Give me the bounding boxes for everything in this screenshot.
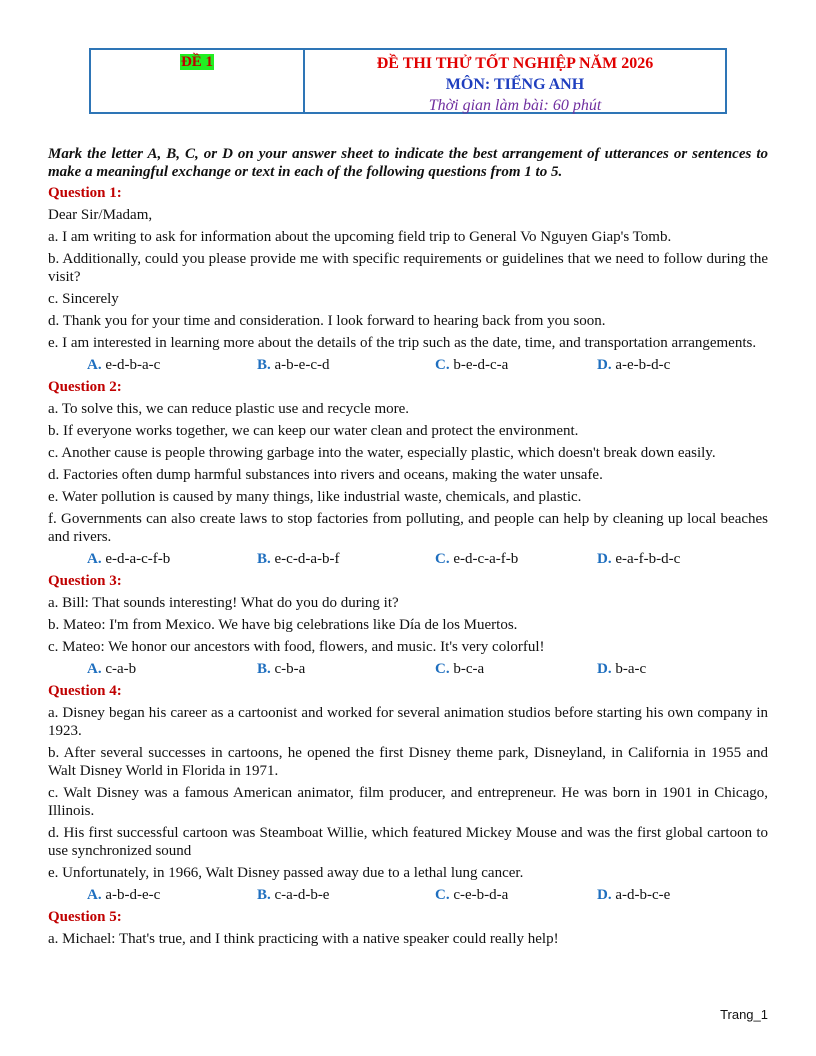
option-letter: C. [435,551,450,567]
exam-subject: MÔN: TIẾNG ANH [445,76,585,93]
option-letter: C. [435,357,450,373]
instructions: Mark the letter A, B, C, or D on your answer sheet to indicate the best arrangement of utterances or sentences to make a meaningful exchange or text in each of the following questions from 1 to 5. [48,146,768,180]
option-letter: B. [257,551,271,567]
option-letter: B. [257,887,271,903]
option-a[interactable] [87,550,257,568]
option-letter: A. [87,887,102,903]
question-2 [48,378,768,568]
option-text: b-a-c [615,661,647,677]
question-line: e. Water pollution is caused by many things, like industrial waste, chemicals, and plastic. [48,489,582,505]
option-d[interactable] [597,356,767,374]
exam-header-table [89,48,727,114]
question-line: b. Additionally, could you please provide me with specific requirements or guidelines that we need to follow during the visit? [48,251,768,285]
question-4 [48,682,768,904]
option-text: b-e-d-c-a [453,357,509,373]
option-text: e-d-b-a-c [105,357,161,373]
question-line: a. Michael: That's true, and I think practicing with a native speaker could really help! [48,931,559,947]
question-line: e. I am interested in learning more about the details of the trip such as the date, time, and transportation arrangements. [48,335,757,351]
option-letter: C. [435,887,450,903]
option-b[interactable] [257,356,435,374]
page-number: Trang_1 [720,1007,768,1022]
option-text: b-c-a [453,661,485,677]
exam-time: Thời gian làm bài: 60 phút [428,97,602,114]
question-line: c. Walt Disney was a famous American animator, film producer, and entrepreneur. He was born in 1901 in Chicago, Illinois. [48,785,768,819]
exam-code-cell [91,50,305,112]
question-line: c. Sincerely [48,291,119,307]
option-d[interactable] [597,886,767,904]
option-text: c-e-b-d-a [453,887,509,903]
option-text: a-b-e-c-d [274,357,330,373]
answer-options [48,550,768,568]
option-letter: A. [87,551,102,567]
option-b[interactable] [257,550,435,568]
question-line: a. Disney began his career as a cartoonist and worked for several animation studios before starting his own company in 1923. [48,705,768,739]
exam-code: ĐỀ 1 [180,54,214,70]
option-letter: A. [87,661,102,677]
question-title: Question 2: [48,379,122,395]
option-letter: D. [597,551,612,567]
option-a[interactable] [87,660,257,678]
exam-title: ĐỀ THI THỬ TỐT NGHIỆP NĂM 2026 [376,55,654,72]
option-a[interactable] [87,356,257,374]
exam-info-cell [305,50,725,112]
question-1 [48,184,768,374]
option-d[interactable] [597,550,767,568]
option-text: e-a-f-b-d-c [615,551,681,567]
question-title: Question 4: [48,683,122,699]
question-line: d. His first successful cartoon was Steamboat Willie, which featured Mickey Mouse and was the first global cartoon to use synchronized sound [48,825,768,859]
option-a[interactable] [87,886,257,904]
question-line: Dear Sir/Madam, [48,207,153,223]
question-line: b. After several successes in cartoons, he opened the first Disney theme park, Disneyland, in California in 1955 and Walt Disney World in Florida in 1971. [48,745,768,779]
question-5 [48,908,768,948]
question-line: c. Another cause is people throwing garbage into the water, especially plastic, which doesn't break down easily. [48,445,716,461]
question-title: Question 1: [48,185,122,201]
answer-options [48,660,768,678]
option-text: a-e-b-d-c [615,357,671,373]
option-b[interactable] [257,886,435,904]
option-c[interactable] [435,886,597,904]
option-c[interactable] [435,550,597,568]
question-line: f. Governments can also create laws to stop factories from polluting, and people can help by cleaning up local beaches and rivers. [48,511,768,545]
option-letter: B. [257,661,271,677]
option-text: e-d-a-c-f-b [105,551,171,567]
question-line: b. If everyone works together, we can keep our water clean and protect the environment. [48,423,579,439]
question-line: d. Factories often dump harmful substances into rivers and oceans, making the water unsafe. [48,467,603,483]
question-3 [48,572,768,678]
option-letter: D. [597,661,612,677]
option-letter: A. [87,357,102,373]
option-d[interactable] [597,660,767,678]
question-line: a. Bill: That sounds interesting! What do you do during it? [48,595,399,611]
option-c[interactable] [435,660,597,678]
question-line: c. Mateo: We honor our ancestors with food, flowers, and music. It's very colorful! [48,639,545,655]
exam-content [48,145,768,952]
question-line: a. To solve this, we can reduce plastic use and recycle more. [48,401,410,417]
option-b[interactable] [257,660,435,678]
option-text: c-a-b [105,661,137,677]
question-title: Question 3: [48,573,122,589]
option-text: a-d-b-c-e [615,887,671,903]
option-text: e-c-d-a-b-f [274,551,340,567]
option-text: a-b-d-e-c [105,887,161,903]
option-letter: B. [257,357,271,373]
question-title: Question 5: [48,909,122,925]
option-letter: D. [597,887,612,903]
option-letter: D. [597,357,612,373]
option-text: e-d-c-a-f-b [453,551,519,567]
question-line: a. I am writing to ask for information about the upcoming field trip to General Vo Nguyen Giap's Tomb. [48,229,672,245]
question-line: e. Unfortunately, in 1966, Walt Disney passed away due to a lethal lung cancer. [48,865,524,881]
option-text: c-a-d-b-e [274,887,330,903]
question-line: d. Thank you for your time and consideration. I look forward to hearing back from you soon. [48,313,606,329]
answer-options [48,886,768,904]
answer-options [48,356,768,374]
option-letter: C. [435,661,450,677]
option-text: c-b-a [274,661,306,677]
question-line: b. Mateo: I'm from Mexico. We have big celebrations like Día de los Muertos. [48,617,518,633]
option-c[interactable] [435,356,597,374]
